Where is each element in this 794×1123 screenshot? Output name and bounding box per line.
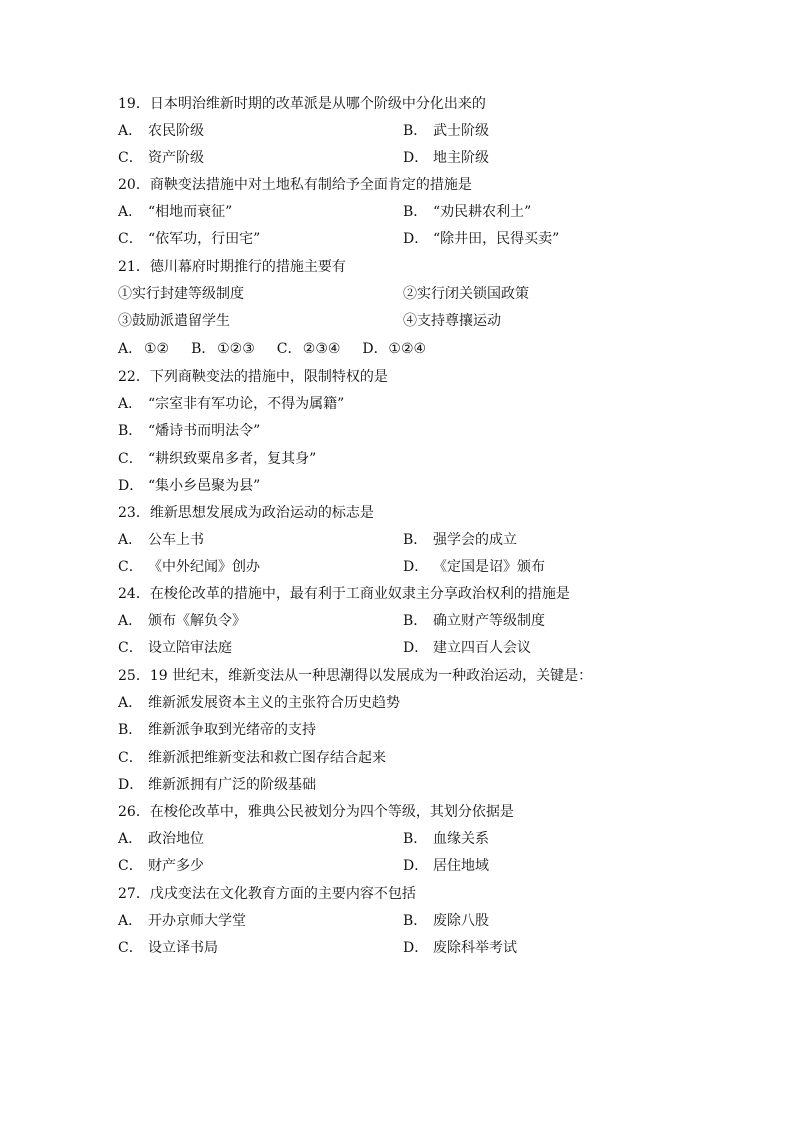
question-stem: 21．德川幕府时期推行的措施主要有	[118, 259, 346, 275]
question-20	[118, 172, 718, 254]
statement-row	[118, 281, 718, 308]
option-a: A． “相地而衰征”	[118, 204, 233, 221]
option-row	[118, 635, 718, 662]
option-b: B． 强学会的成立	[403, 532, 517, 549]
question-21	[118, 254, 718, 363]
option-d: D． 《定国是诏》颁布	[403, 559, 545, 576]
option-a: A． “宗室非有军功论，不得为属籍”	[118, 396, 345, 413]
option-d: D． 维新派拥有广泛的阶级基础	[118, 776, 316, 793]
question-stem: 20．商鞅变法措施中对土地私有制给予全面肯定的措施是	[118, 177, 472, 193]
option-c: C．②③④	[276, 340, 341, 357]
option-c: C． 资产阶级	[118, 150, 204, 167]
question-stem: 23．维新思想发展成为政治运动的标志是	[118, 505, 374, 521]
option-b: B． 确立财产等级制度	[403, 613, 545, 630]
option-d: D． 废除科举考试	[403, 940, 517, 957]
option-c: C． “耕织致粟帛多者，复其身”	[118, 450, 317, 467]
question-19	[118, 91, 718, 173]
statement-row	[118, 308, 718, 335]
option-row	[118, 336, 718, 363]
option-row	[118, 527, 718, 554]
option-c: C． 财产多少	[118, 858, 204, 875]
option-row	[118, 554, 718, 581]
option-row	[118, 118, 718, 145]
option-c: C． “依军功，行田宅”	[118, 231, 261, 248]
question-26	[118, 799, 718, 881]
question-stem: 27．戊戌变法在文化教育方面的主要内容不包括	[118, 886, 416, 902]
option-a: A． ①②	[118, 340, 170, 357]
option-d: D． “除井田，民得买卖”	[403, 231, 560, 248]
option-d: D． 建立四百人会议	[403, 640, 531, 657]
option-row	[118, 199, 718, 226]
statement-item: ③鼓励派遣留学生	[118, 313, 230, 330]
statement-item: ①实行封建等级制度	[118, 286, 244, 303]
option-a: A． 颁布《解负令》	[118, 613, 246, 630]
option-row	[118, 608, 718, 635]
option-row	[118, 145, 718, 172]
option-row	[118, 226, 718, 253]
option-b: B． 血缘关系	[403, 831, 489, 848]
option-a: A． 政治地位	[118, 831, 204, 848]
option-d: D． 地主阶级	[403, 150, 489, 167]
option-c: C． 维新派把维新变法和救亡图存结合起来	[118, 749, 386, 766]
question-stem: 22．下列商鞅变法的措施中，限制特权的是	[118, 369, 388, 385]
question-stem: 19．日本明治维新时期的改革派是从哪个阶级中分化出来的	[118, 96, 486, 112]
option-b: B． 废除八股	[403, 913, 489, 930]
option-c: C． 设立陪审法庭	[118, 640, 232, 657]
option-b: B． “燔诗书而明法令”	[118, 423, 261, 440]
option-a: A． 公车上书	[118, 532, 204, 549]
option-c: C． 设立译书局	[118, 940, 218, 957]
option-d: D．①②④	[362, 340, 427, 357]
option-a: A． 维新派发展资本主义的主张符合历史趋势	[118, 695, 400, 712]
option-a: A． 农民阶级	[118, 123, 204, 140]
question-stem: 26．在梭伦改革中，雅典公民被划分为四个等级，其划分依据是	[118, 804, 514, 820]
option-b: B． ①②③	[191, 340, 255, 357]
option-row	[118, 853, 718, 880]
question-25	[118, 663, 718, 799]
question-stem: 25．19 世纪末，维新变法从一种思潮得以发展成为一种政治运动，关键是：	[118, 668, 593, 684]
question-27	[118, 881, 718, 963]
question-23	[118, 500, 718, 582]
option-d: D． 居住地域	[403, 858, 489, 875]
option-b: B． 武士阶级	[403, 123, 489, 140]
question-24	[118, 581, 718, 663]
option-row	[118, 826, 718, 853]
question-22	[118, 364, 718, 500]
option-c: C． 《中外纪闻》创办	[118, 559, 260, 576]
option-row	[118, 935, 718, 962]
question-stem: 24．在梭伦改革的措施中，最有利于工商业奴隶主分享政治权利的措施是	[118, 586, 570, 602]
statement-item: ②实行闭关锁国政策	[403, 286, 529, 303]
option-d: D． “集小乡邑聚为县”	[118, 477, 261, 494]
option-b: B． “劝民耕农利土”	[403, 204, 532, 221]
option-b: B． 维新派争取到光绪帝的支持	[118, 722, 316, 739]
option-row	[118, 908, 718, 935]
statement-item: ④支持尊攘运动	[403, 313, 501, 330]
option-a: A． 开办京师大学堂	[118, 913, 246, 930]
